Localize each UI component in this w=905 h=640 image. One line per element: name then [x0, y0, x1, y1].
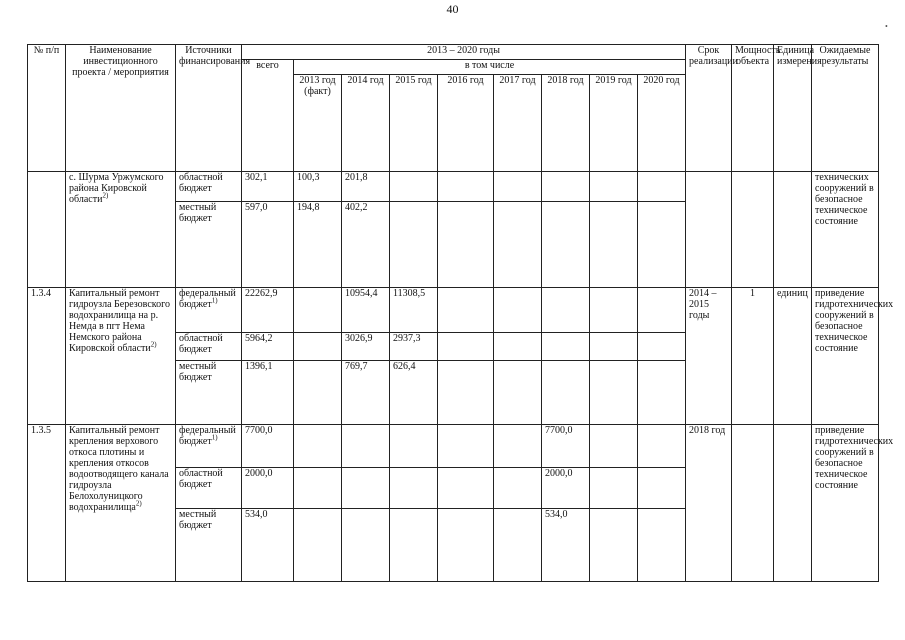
year-value: [494, 468, 542, 509]
year-value: [438, 468, 494, 509]
header-term: Срок реализации: [686, 45, 732, 172]
table-row: [28, 172, 879, 202]
project-name: [66, 425, 176, 582]
year-value: 534,0: [542, 509, 590, 582]
header-num: № п/п: [28, 45, 66, 172]
year-value: [590, 333, 638, 361]
footnote-mark: 1): [211, 296, 218, 305]
header-total: всего: [242, 60, 294, 172]
year-value: [494, 172, 542, 202]
capacity-cell: 1: [732, 288, 774, 425]
year-value: [494, 202, 542, 288]
funding-source: [176, 509, 242, 582]
year-value: [542, 361, 590, 425]
total-value: 2000,0: [242, 468, 294, 509]
total-value: 5964,2: [242, 333, 294, 361]
funding-source: [176, 468, 242, 509]
total-value: 7700,0: [242, 425, 294, 468]
year-value: 194,8: [294, 202, 342, 288]
year-value: 3026,9: [342, 333, 390, 361]
header-year: 2014 год: [342, 75, 390, 172]
year-value: [590, 288, 638, 333]
header-source: Источники финансирования: [176, 45, 242, 172]
year-value: [438, 172, 494, 202]
year-value: [438, 202, 494, 288]
year-value: [542, 172, 590, 202]
result-cell: технических сооружений в безопасное техническое состояние: [812, 172, 879, 288]
year-value: [638, 333, 686, 361]
year-value: [438, 333, 494, 361]
funding-source-text: местный бюджет: [179, 202, 217, 224]
year-value: [590, 202, 638, 288]
year-value: [390, 468, 438, 509]
header-year: 2016 год: [438, 75, 494, 172]
funding-source-text: федеральный бюджет: [179, 288, 236, 310]
header-year: 2015 год: [390, 75, 438, 172]
year-value: 2937,3: [390, 333, 438, 361]
year-value: [638, 202, 686, 288]
year-value: 402,2: [342, 202, 390, 288]
term-cell: [686, 172, 732, 288]
year-value: [438, 288, 494, 333]
project-name: [66, 288, 176, 425]
year-value: [494, 288, 542, 333]
year-value: [294, 468, 342, 509]
table-row: [28, 288, 879, 333]
year-value: [494, 425, 542, 468]
year-value: 2000,0: [542, 468, 590, 509]
project-number: [28, 172, 66, 288]
total-value: 534,0: [242, 509, 294, 582]
year-value: 626,4: [390, 361, 438, 425]
funding-source-text: областной бюджет: [179, 333, 223, 355]
year-value: [294, 361, 342, 425]
year-value: [294, 288, 342, 333]
header-incl: в том числе: [294, 60, 686, 75]
year-value: [638, 468, 686, 509]
project-number: 1.3.4: [28, 288, 66, 425]
year-value: [590, 172, 638, 202]
year-value: [294, 509, 342, 582]
total-value: 1396,1: [242, 361, 294, 425]
year-value: [638, 425, 686, 468]
year-value: [542, 333, 590, 361]
year-value: [390, 425, 438, 468]
year-value: [294, 333, 342, 361]
year-value: [438, 361, 494, 425]
funding-source: [176, 288, 242, 333]
funding-source-text: местный бюджет: [179, 509, 217, 531]
capacity-cell: [732, 172, 774, 288]
year-value: 11308,5: [390, 288, 438, 333]
total-value: 22262,9: [242, 288, 294, 333]
year-value: [638, 509, 686, 582]
footnote-mark: 2): [150, 340, 157, 349]
header-unit: Единица измерения: [774, 45, 812, 172]
total-value: 597,0: [242, 202, 294, 288]
project-number: 1.3.5: [28, 425, 66, 582]
year-value: [342, 468, 390, 509]
funding-source-text: областной бюджет: [179, 172, 223, 194]
year-value: [494, 509, 542, 582]
table-row: [28, 425, 879, 468]
year-value: [494, 361, 542, 425]
header-year: 2013 год (факт): [294, 75, 342, 172]
year-value: [590, 361, 638, 425]
result-cell: приведение гидротехнических сооружений в безопасное техническое состояние: [812, 288, 879, 425]
footnote-mark: 1): [211, 433, 218, 442]
header-year: 2017 год: [494, 75, 542, 172]
term-cell: 2018 год: [686, 425, 732, 582]
capacity-cell: [732, 425, 774, 582]
page-number: 40: [446, 2, 459, 16]
term-cell: 2014 – 2015 годы: [686, 288, 732, 425]
footnote-mark: 2): [135, 499, 142, 508]
year-value: [590, 509, 638, 582]
year-value: 769,7: [342, 361, 390, 425]
year-value: [542, 288, 590, 333]
year-value: [494, 333, 542, 361]
funding-source: [176, 425, 242, 468]
year-value: 7700,0: [542, 425, 590, 468]
year-value: [390, 202, 438, 288]
total-value: 302,1: [242, 172, 294, 202]
year-value: [390, 172, 438, 202]
year-value: [638, 288, 686, 333]
funding-source: [176, 361, 242, 425]
funding-source-text: местный бюджет: [179, 361, 217, 383]
result-cell: приведение гидротехнических сооружений в безопасное техническое состояние: [812, 425, 879, 582]
header-capacity: Мощность объекта: [732, 45, 774, 172]
funding-source-text: федеральный бюджет: [179, 425, 236, 447]
header-year: 2020 год: [638, 75, 686, 172]
unit-cell: [774, 425, 812, 582]
project-name-text: Капитальный ремонт гидроузла Березовского водохранилища на р. Немда в пгт Нема Немского района Кировской области: [69, 288, 170, 354]
year-value: [590, 468, 638, 509]
investment-table: [27, 44, 894, 582]
scan-mark: •: [885, 22, 888, 31]
funding-source: [176, 333, 242, 361]
year-value: 100,3: [294, 172, 342, 202]
unit-cell: [774, 172, 812, 288]
header-period: 2013 – 2020 годы: [242, 45, 686, 60]
year-value: [294, 425, 342, 468]
project-name-text: Капитальный ремонт крепления верхового откоса плотины и крепления откосов водоотводящего канала гидроузла Белохолуницкого водохранилища: [69, 425, 169, 513]
year-value: [638, 361, 686, 425]
year-value: [342, 509, 390, 582]
year-value: [638, 172, 686, 202]
year-value: [390, 509, 438, 582]
footnote-mark: 2): [102, 191, 109, 200]
year-value: [438, 509, 494, 582]
year-value: 10954,4: [342, 288, 390, 333]
project-name: [66, 172, 176, 288]
header-result: Ожидаемые результаты: [812, 45, 879, 172]
funding-source-text: областной бюджет: [179, 468, 223, 490]
funding-source: [176, 202, 242, 288]
header-name: Наименование инвестиционного проекта / мероприятия: [66, 45, 176, 172]
header-year: 2018 год: [542, 75, 590, 172]
year-value: 201,8: [342, 172, 390, 202]
project-name-text: с. Шурма Уржумского района Кировской области: [69, 172, 164, 205]
year-value: [438, 425, 494, 468]
header-year: 2019 год: [590, 75, 638, 172]
year-value: [590, 425, 638, 468]
year-value: [342, 425, 390, 468]
year-value: [542, 202, 590, 288]
unit-cell: единиц: [774, 288, 812, 425]
funding-source: [176, 172, 242, 202]
